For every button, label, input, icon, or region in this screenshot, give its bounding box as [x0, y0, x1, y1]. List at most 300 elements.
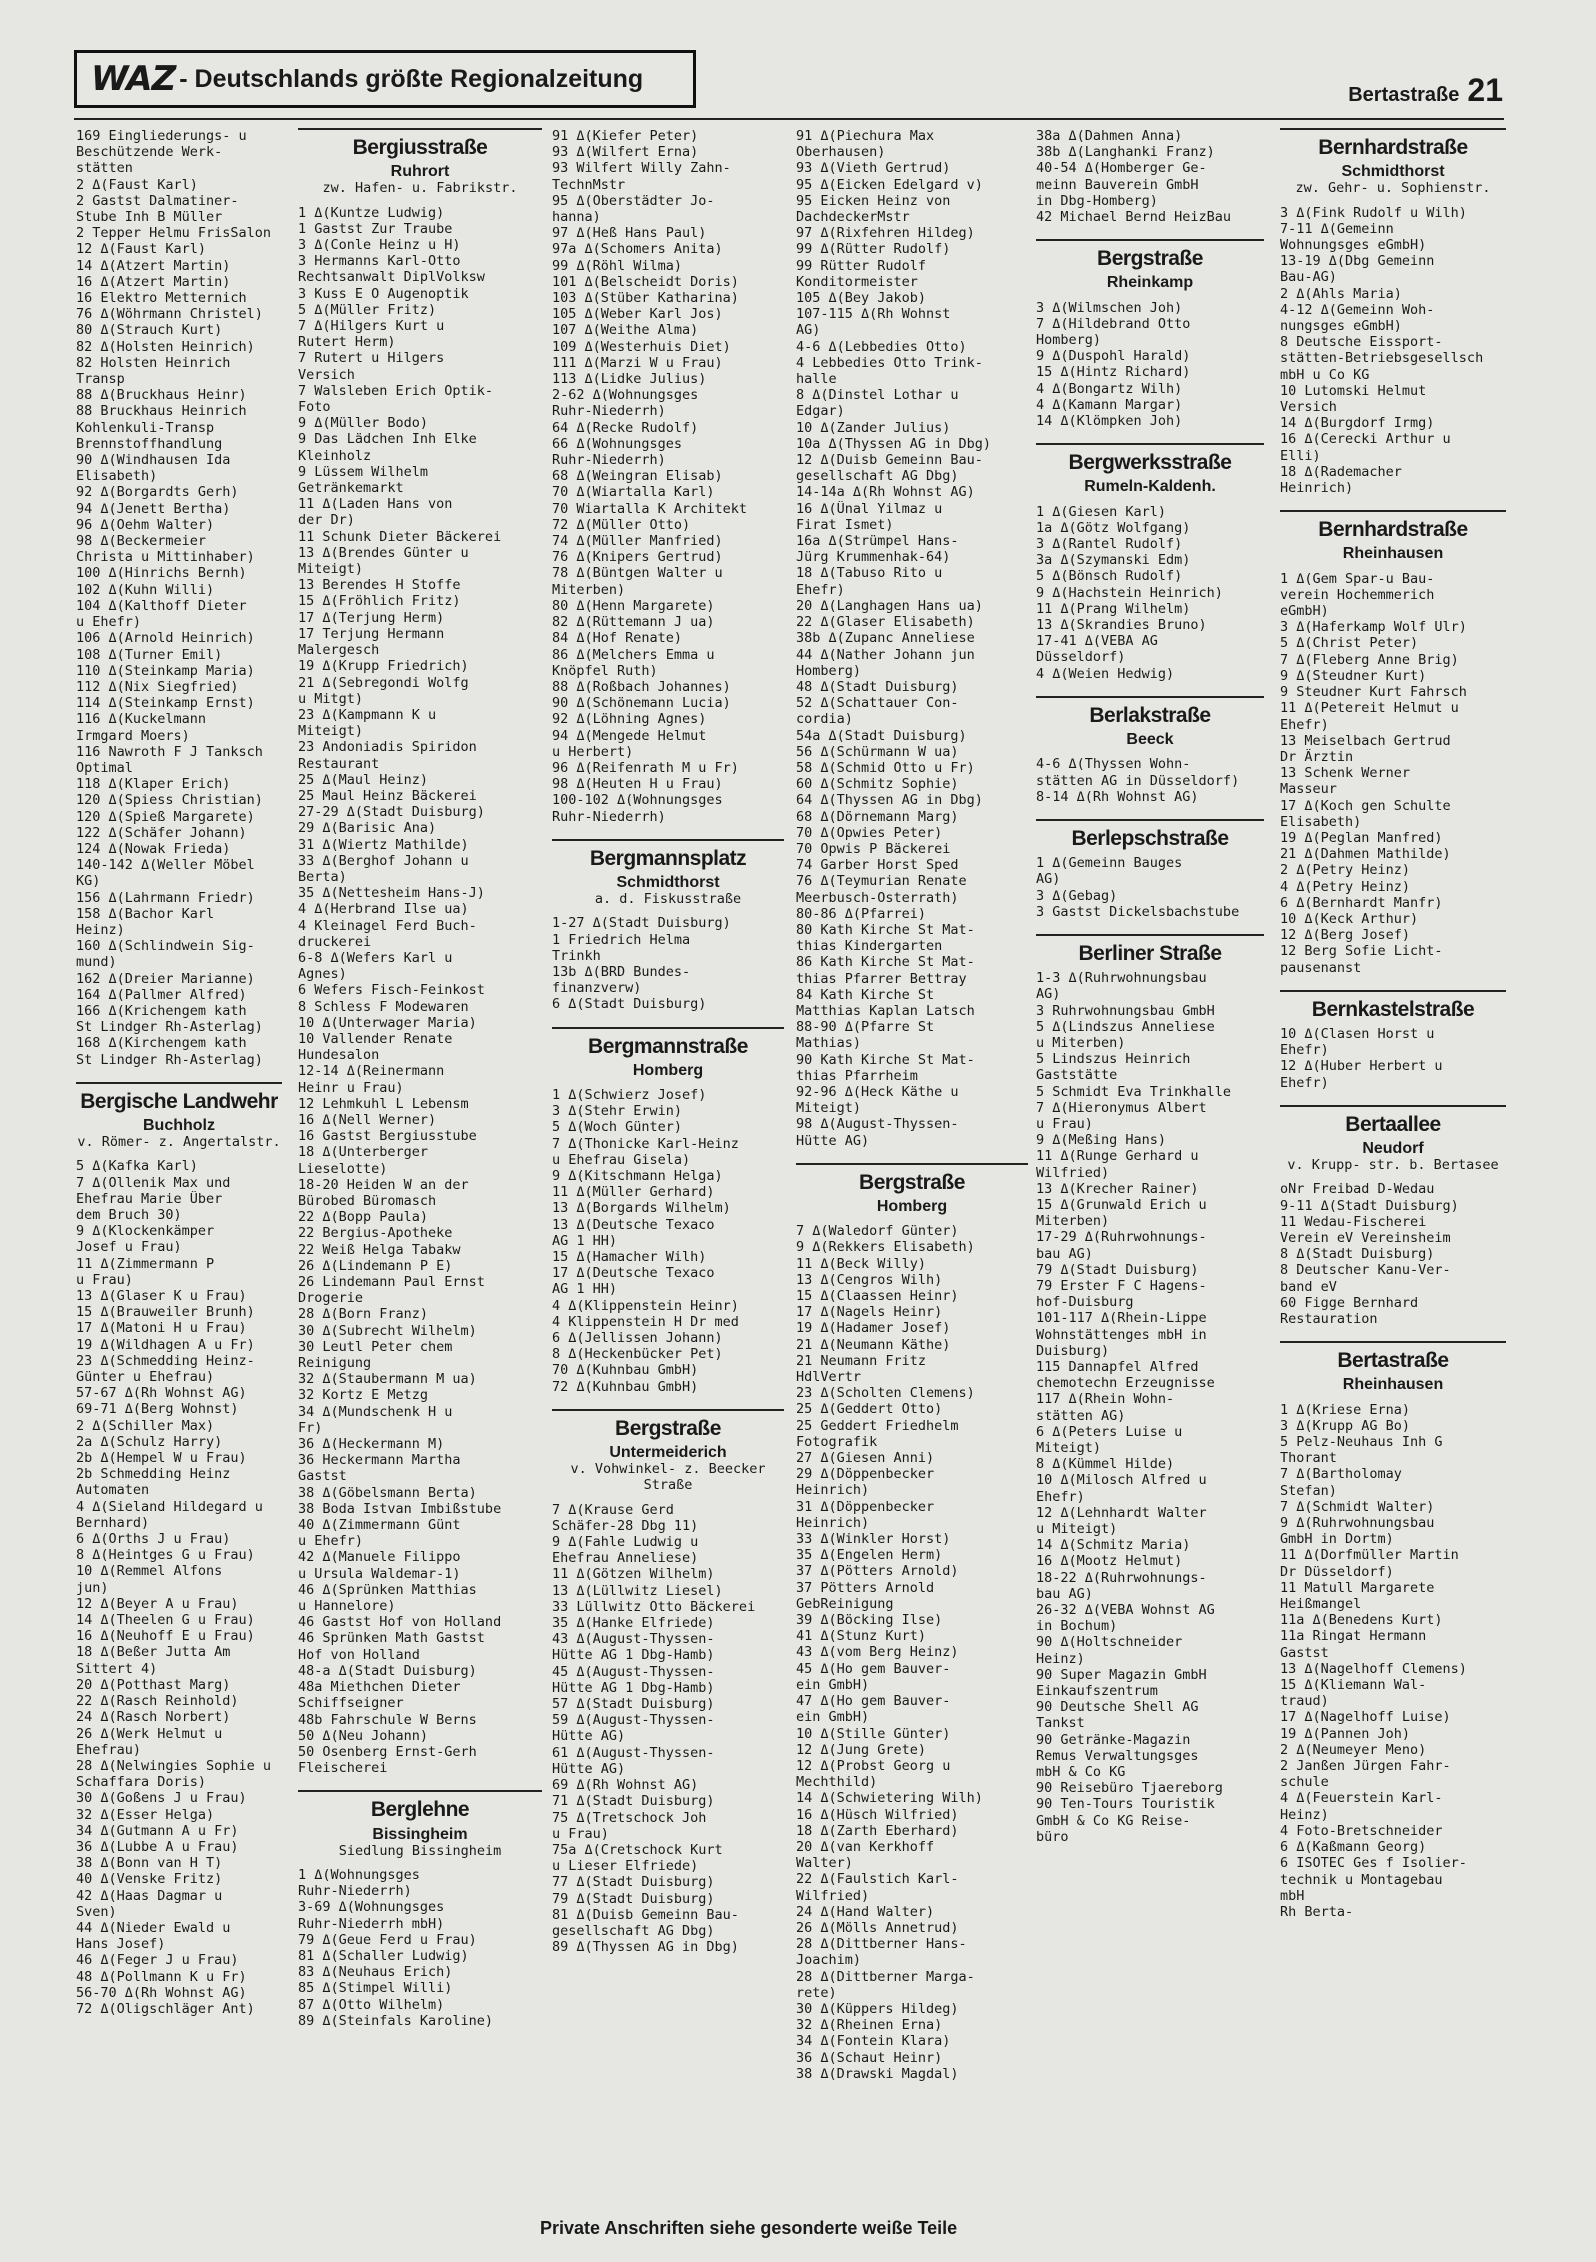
directory-entry: 28 Δ(Nelwingies Sophie u: [76, 1757, 272, 1774]
directory-entry: 12 Δ(Berg Josef): [1280, 927, 1411, 944]
directory-entry: 15 Δ(Kliemann Wal-: [1280, 1677, 1427, 1694]
directory-entry: Bau-AG): [1280, 269, 1337, 286]
district-name: Rheinhausen: [1342, 1376, 1444, 1394]
directory-entry: Einkaufszentrum: [1036, 1683, 1158, 1700]
directory-entry: 42 Δ(Haas Dagmar u: [76, 1887, 223, 1904]
street-range: zw. Hafen- u. Fabrikstr.: [322, 180, 518, 197]
directory-entry: 2 Δ(Schiller Max): [76, 1417, 215, 1434]
directory-entry: 59 Δ(August-Thyssen-: [552, 1712, 715, 1729]
street-name: Bernkastelstraße: [1311, 997, 1475, 1021]
directory-entry: 16 Δ(Ünal Yilmaz u: [796, 500, 943, 517]
district-name: Rumeln-Kaldenh.: [1084, 478, 1216, 496]
directory-entry: 84 Δ(Hof Renate): [552, 630, 683, 647]
directory-entry: 94 Δ(Mengede Helmut: [552, 727, 707, 744]
directory-entry: 25 Δ(Geddert Otto): [796, 1401, 943, 1418]
directory-entry: 46 Gastst Hof von Holland: [298, 1614, 502, 1631]
directory-entry: 114 Δ(Steinkamp Ernst): [76, 695, 255, 712]
directory-entry: 6 ISOTEC Ges f Isolier-: [1280, 1855, 1467, 1872]
directory-entry: 52 Δ(Schattauer Con-: [796, 695, 959, 712]
directory-entry: 70 Wiartalla K Architekt: [552, 500, 748, 517]
directory-entry: 22 Bergius-Apotheke: [298, 1225, 453, 1242]
directory-entry: 124 Δ(Nowak Frieda): [76, 840, 231, 857]
directory-entry: Hütte AG 1 Dbg-Hamb): [552, 1647, 715, 1664]
directory-entry: Fotografik: [796, 1433, 878, 1450]
directory-entry: 19 Δ(Krupp Friedrich): [298, 658, 469, 675]
directory-entry: 3 Δ(Gebag): [1036, 887, 1118, 904]
directory-entry: u Ursula Waldemar-1): [298, 1565, 461, 1582]
directory-entry: 80 Δ(Henn Margarete): [552, 597, 715, 614]
directory-entry: 45 Δ(August-Thyssen-: [552, 1663, 715, 1680]
street-section-header: [552, 1409, 784, 1494]
directory-entry: 90 Deutsche Shell AG: [1036, 1699, 1199, 1716]
directory-entry: 117 Δ(Rhein Wohn-: [1036, 1391, 1175, 1408]
street-section-header: [1036, 819, 1264, 850]
directory-entry: Rechtsanwalt DiplVolksw: [298, 269, 485, 286]
directory-entry: 22 Δ(Bopp Paula): [298, 1209, 429, 1226]
directory-entry: 10 Δ(Zander Julius): [796, 419, 951, 436]
directory-entry: 21 Neumann Fritz: [796, 1352, 927, 1369]
directory-entry: 3 Δ(Haferkamp Wolf Ulr): [1280, 619, 1467, 636]
directory-entry: verein Hochemmerich: [1280, 586, 1435, 603]
directory-entry: 103 Δ(Stüber Katharina): [552, 290, 739, 307]
directory-entry: 22 Weiß Helga Tabakw: [298, 1241, 461, 1258]
directory-entry: Ruhr-Niederrh): [552, 452, 666, 469]
directory-entry: 4-12 Δ(Gemeinn Woh-: [1280, 301, 1435, 318]
directory-entry: 92 Δ(Löhning Agnes): [552, 711, 707, 728]
directory-entry: Heinrich): [796, 1514, 870, 1531]
directory-entry: traud): [1280, 1693, 1329, 1710]
directory-entry: 106 Δ(Arnold Heinrich): [76, 630, 255, 647]
directory-entry: 21 Δ(Dahmen Mathilde): [1280, 846, 1451, 863]
directory-entry: 5 Δ(Bönsch Rudolf): [1036, 568, 1183, 585]
directory-entry: Irmgard Moers): [76, 727, 190, 744]
directory-entry: pausenanst: [1280, 959, 1362, 976]
directory-entry: gesellschaft AG Dbg): [552, 1922, 715, 1939]
directory-entry: 64 Δ(Recke Rudolf): [552, 419, 699, 436]
directory-entry: KG): [76, 873, 101, 890]
directory-entry: 7 Δ(Krause Gerd: [552, 1501, 674, 1518]
directory-entry: 29 Δ(Barisic Ana): [298, 820, 437, 837]
directory-entry: Ruhr-Niederrh): [552, 808, 666, 825]
directory-entry: 27 Δ(Giesen Anni): [796, 1450, 935, 1467]
directory-entry: chemotechn Erzeugnisse: [1036, 1375, 1215, 1392]
directory-entry: Ehefr): [1280, 1074, 1329, 1091]
directory-entry: Reinigung: [298, 1355, 372, 1372]
directory-entry: GmbH & Co KG Reise-: [1036, 1812, 1191, 1829]
directory-entry: 8 Deutsche Eissport-: [1280, 334, 1443, 351]
directory-entry: 1 Δ(Wohnungsges: [298, 1866, 420, 1883]
directory-entry: Ehefr): [1280, 1042, 1329, 1059]
directory-entry: 5 Δ(Woch Günter): [552, 1119, 683, 1136]
directory-entry: 46 Δ(Feger J u Frau): [76, 1952, 239, 1969]
directory-entry: 84 Kath Kirche St: [796, 986, 935, 1003]
directory-entry: Versich: [298, 366, 355, 383]
directory-entry: 18 Δ(Tabuso Rito u: [796, 565, 943, 582]
directory-entry: 108 Δ(Turner Emil): [76, 646, 223, 663]
directory-entry: 34 Δ(Gutmann A u Fr): [76, 1822, 239, 1839]
directory-entry: 4-6 Δ(Lebbedies Otto): [796, 338, 967, 355]
street-section-header: [552, 1027, 784, 1079]
directory-entry: Ehefrau): [76, 1741, 142, 1758]
directory-entry: 1 Δ(Giesen Karl): [1036, 503, 1167, 520]
directory-entry: 14 Δ(Schmitz Maria): [1036, 1537, 1191, 1554]
directory-entry: Bernhard): [76, 1514, 150, 1531]
directory-entry: thias Pfarrer Bettray: [796, 970, 967, 987]
directory-entry: 24 Δ(Rasch Norbert): [76, 1709, 231, 1726]
directory-entry: 70 Δ(Kuhnbau GmbH): [552, 1362, 699, 1379]
directory-entry: 82 Δ(Holsten Heinrich): [76, 338, 255, 355]
directory-entry: 18-22 Δ(Ruhrwohnungs-: [1036, 1569, 1207, 1586]
directory-entry: 11 Δ(Götzen Wilhelm): [552, 1566, 715, 1583]
directory-entry: 15 Δ(Fröhlich Fritz): [298, 593, 461, 610]
directory-entry: 19 Δ(Pannen Joh): [1280, 1725, 1411, 1742]
directory-entry: 26-32 Δ(VEBA Wohnst AG: [1036, 1602, 1215, 1619]
directory-entry: 30 Δ(Küppers Hildeg): [796, 2000, 959, 2017]
street-section-header: [298, 1790, 542, 1859]
directory-entry: 16 Δ(Nell Werner): [298, 1111, 437, 1128]
directory-entry: 120 Δ(Spiess Christian): [76, 792, 263, 809]
directory-entry: 7 Δ(Thonicke Karl-Heinz: [552, 1135, 739, 1152]
directory-entry: 12 Δ(Probst Georg u: [796, 1757, 951, 1774]
masthead: [74, 50, 696, 108]
directory-entry: St Lindger Rh-Asterlag): [76, 1051, 263, 1068]
directory-entry: 1 Δ(Kriese Erna): [1280, 1401, 1411, 1418]
directory-entry: 101-117 Δ(Rhein-Lippe: [1036, 1310, 1207, 1327]
directory-entry: Heinz): [76, 921, 125, 938]
directory-entry: 140-142 Δ(Weller Möbel: [76, 857, 255, 874]
directory-entry: Hans Josef): [76, 1936, 166, 1953]
directory-entry: Mathias): [796, 1035, 862, 1052]
directory-entry: mund): [76, 954, 117, 971]
street-name: Berlepschstraße: [1071, 826, 1229, 850]
directory-entry: 5 Pelz-Neuhaus Inh G: [1280, 1434, 1443, 1451]
directory-entry: 9 Steudner Kurt Fahrsch: [1280, 684, 1467, 701]
directory-entry: 26 Lindemann Paul Ernst: [298, 1274, 485, 1291]
directory-entry: cordia): [796, 711, 853, 728]
directory-entry: 43 Δ(August-Thyssen-: [552, 1631, 715, 1648]
directory-entry: Wilfried): [796, 1887, 870, 1904]
directory-entry: 111 Δ(Marzi W u Frau): [552, 354, 723, 371]
directory-entry: Verein eV Vereinsheim: [1280, 1229, 1451, 1246]
directory-entry: 11 Δ(Prang Wilhelm): [1036, 600, 1191, 617]
directory-entry: 4 Δ(Sieland Hildegard u: [76, 1498, 263, 1515]
directory-entry: 8 Δ(Heckenbücker Pet): [552, 1346, 723, 1363]
directory-entry: 3 Kuss E O Augenoptik: [298, 285, 469, 302]
directory-entry: 90 Kath Kirche St Mat-: [796, 1051, 975, 1068]
directory-entry: 8 Δ(Stadt Duisburg): [1280, 1246, 1435, 1263]
directory-entry: 79 Δ(Geue Ferd u Frau): [298, 1931, 477, 1948]
district-name: Ruhrort: [390, 163, 450, 181]
directory-column: [298, 128, 542, 2029]
directory-entry: 113 Δ(Lidke Julius): [552, 371, 707, 388]
directory-entry: 69-71 Δ(Berg Wohnst): [76, 1401, 239, 1418]
directory-entry: 3 Δ(Fink Rudolf u Wilh): [1280, 204, 1467, 221]
directory-entry: 12 Berg Sofie Licht-: [1280, 943, 1443, 960]
directory-entry: 16 Δ(Mootz Helmut): [1036, 1553, 1183, 1570]
street-section-header: [1280, 510, 1506, 562]
directory-entry: 169 Eingliederungs- u: [76, 128, 247, 144]
directory-entry: 13 Δ(Cengros Wilh): [796, 1271, 943, 1288]
directory-entry: Firat Ismet): [796, 516, 894, 533]
directory-entry: 100-102 Δ(Wohnungsges: [552, 792, 723, 809]
directory-entry: 58 Δ(Schmid Otto u Fr): [796, 759, 975, 776]
directory-entry: 30 Δ(Goßens J u Frau): [76, 1790, 247, 1807]
directory-entry: 98 Δ(Heuten H u Frau): [552, 776, 723, 793]
directory-entry: 12 Δ(Jung Grete): [796, 1741, 927, 1758]
directory-entry: 6 Δ(Stadt Duisburg): [552, 996, 707, 1013]
directory-entry: 1 Δ(Gemeinn Bauges: [1036, 855, 1183, 872]
directory-entry: 3a Δ(Szymanski Edm): [1036, 552, 1191, 569]
directory-entry: eGmbH): [1280, 603, 1329, 620]
directory-entry: AG): [1036, 986, 1061, 1003]
directory-entry: 90 Getränke-Magazin: [1036, 1731, 1191, 1748]
directory-entry: 97 Δ(Heß Hans Paul): [552, 225, 707, 242]
directory-entry: 89 Δ(Thyssen AG in Dbg): [552, 1939, 739, 1956]
directory-entry: Foto: [298, 399, 331, 416]
directory-entry: hof-Duisburg: [1036, 1294, 1134, 1311]
directory-entry: 35 Δ(Nettesheim Hans-J): [298, 885, 485, 902]
district-name: Homberg: [632, 1061, 704, 1079]
directory-entry: 32 Kortz E Metzg: [298, 1387, 429, 1404]
directory-entry: 15 Δ(Claassen Heinr): [796, 1288, 959, 1305]
directory-entry: 4 Lebbedies Otto Trink-: [796, 354, 983, 371]
directory-entry: 6 Δ(Kaßmann Georg): [1280, 1839, 1427, 1856]
directory-entry: ein GmbH): [796, 1676, 870, 1693]
directory-entry: Hütte AG 1 Dbg-Hamb): [552, 1679, 715, 1696]
directory-entry: 3 Δ(Stehr Erwin): [552, 1103, 683, 1120]
directory-entry: 85 Δ(Stimpel Willi): [298, 1980, 453, 1997]
directory-entry: 31 Δ(Döppenbecker: [796, 1498, 935, 1515]
directory-entry: jun): [76, 1579, 109, 1596]
directory-entry: 48-a Δ(Stadt Duisburg): [298, 1662, 477, 1679]
directory-entry: 10 Δ(Unterwager Maria): [298, 1014, 477, 1031]
directory-entry: Dr Ärztin: [1280, 748, 1354, 765]
directory-entry: 100 Δ(Hinrichs Bernh): [76, 565, 247, 582]
directory-entry: 25 Geddert Friedhelm: [796, 1417, 959, 1434]
directory-entry: Homberg): [796, 662, 862, 679]
directory-entry: Duisburg): [1036, 1342, 1110, 1359]
directory-entry: 86 Δ(Melchers Emma u: [552, 646, 715, 663]
directory-entry: Gastst: [298, 1468, 347, 1485]
district-name: Rheinkamp: [1106, 274, 1194, 292]
directory-entry: 13-19 Δ(Dbg Gemeinn: [1280, 253, 1435, 270]
directory-entry: 104 Δ(Kalthoff Dieter: [76, 597, 247, 614]
directory-entry: Bürobed Büromasch: [298, 1193, 437, 1209]
directory-entry: 7 Δ(Schmidt Walter): [1280, 1498, 1435, 1515]
directory-entry: 98 Δ(August-Thyssen-: [796, 1116, 959, 1133]
directory-entry: Gaststätte: [1036, 1067, 1118, 1084]
directory-entry: 38 Δ(Göbelsmann Berta): [298, 1484, 477, 1501]
directory-entry: 11 Δ(Laden Hans von: [298, 496, 453, 513]
street-name: Bergstraße: [615, 1416, 721, 1440]
directory-entry: 7 Δ(Hildebrand Otto: [1036, 315, 1191, 332]
district-name: Neudorf: [1362, 1139, 1424, 1157]
directory-entry: 4 Δ(Petry Heinz): [1280, 878, 1411, 895]
street-section-header: [1036, 934, 1264, 965]
directory-entry: u Mitgt): [298, 690, 364, 707]
directory-entry: 23 Δ(Scholten Clemens): [796, 1385, 975, 1402]
directory-entry: 4 Δ(Bongartz Wilh): [1036, 380, 1183, 397]
directory-entry: 109 Δ(Westerhuis Diet): [552, 338, 731, 355]
directory-entry: 70 Δ(Wiartalla Karl): [552, 484, 715, 501]
street-range: zw. Gehr- u. Sophienstr.: [1295, 180, 1491, 197]
directory-entry: 120 Δ(Spieß Margarete): [76, 808, 255, 825]
directory-entry: 61 Δ(August-Thyssen-: [552, 1744, 715, 1761]
directory-entry: Hundesalon: [298, 1047, 380, 1064]
directory-entry: 79 Δ(Stadt Duisburg): [1036, 1261, 1199, 1278]
directory-entry: 2 Δ(Ahls Maria): [1280, 285, 1402, 302]
directory-entry: 13 Δ(Skrandies Bruno): [1036, 617, 1207, 634]
directory-entry: 13 Δ(Krecher Rainer): [1036, 1180, 1199, 1197]
directory-entry: 18-20 Heiden W an der: [298, 1176, 469, 1193]
directory-entry: Düsseldorf): [1036, 649, 1126, 666]
directory-entry: u Ehefrau Gisela): [552, 1151, 691, 1168]
directory-entry: 20 Δ(Potthast Marg): [76, 1676, 231, 1693]
directory-entry: Miteigt): [1036, 1440, 1102, 1457]
street-name: Bergmannsplatz: [589, 846, 747, 870]
directory-entry: 8 Δ(Heintges G u Frau): [76, 1547, 255, 1564]
district-name: Untermeiderich: [609, 1444, 727, 1462]
street-section-header: [1280, 128, 1506, 197]
directory-entry: 9 Δ(Steudner Kurt): [1280, 667, 1427, 684]
directory-entry: 35 Δ(Engelen Herm): [796, 1547, 943, 1564]
directory-entry: meinn Bauverein GmbH: [1036, 176, 1199, 193]
directory-entry: mbH u Co KG: [1280, 366, 1370, 383]
directory-entry: 9 Δ(Müller Bodo): [298, 415, 429, 432]
directory-entry: 77 Δ(Stadt Duisburg): [552, 1874, 715, 1891]
directory-entry: hanna): [552, 209, 601, 226]
directory-entry: 28 Δ(Dittberner Hans-: [796, 1936, 967, 1953]
directory-entry: 91 Δ(Piechura Max: [796, 128, 935, 144]
directory-entry: 110 Δ(Steinkamp Maria): [76, 662, 255, 679]
directory-entry: 56 Δ(Schürmann W ua): [796, 743, 959, 760]
directory-entry: Edgar): [796, 403, 845, 420]
directory-entry: 11 Schunk Dieter Bäckerei: [298, 528, 502, 545]
directory-entry: 11a Ringat Hermann: [1280, 1628, 1427, 1645]
directory-entry: Homberg): [1036, 332, 1102, 349]
directory-entry: 6 Δ(Peters Luise u: [1036, 1423, 1183, 1440]
directory-entry: 10 Δ(Milosch Alfred u: [1036, 1472, 1207, 1489]
directory-entry: Ehefr): [1036, 1488, 1085, 1505]
directory-entry: 60 Δ(Schmitz Sophie): [796, 776, 959, 793]
directory-entry: 3 Gastst Dickelsbachstube: [1036, 903, 1240, 920]
directory-entry: 2-62 Δ(Wohnungsges: [552, 387, 699, 404]
directory-entry: u Frau): [1036, 1115, 1093, 1132]
directory-entry: 57 Δ(Stadt Duisburg): [552, 1696, 715, 1713]
directory-entry: 7 Δ(Ollenik Max und: [76, 1174, 231, 1191]
directory-entry: 6 Δ(Orths J u Frau): [76, 1531, 231, 1548]
directory-entry: Meerbusch-Osterrath): [796, 889, 959, 906]
directory-entry: 8 Deutscher Kanu-Ver-: [1280, 1262, 1451, 1279]
directory-entry: 80-86 Δ(Pfarrei): [796, 905, 927, 922]
directory-entry: 22 Δ(Faulstich Karl-: [796, 1871, 959, 1888]
directory-entry: 44 Δ(Nieder Ewald u: [76, 1919, 231, 1936]
directory-entry: thias Kindergarten: [796, 938, 943, 955]
directory-entry: 17 Δ(Nagelhoff Luise): [1280, 1709, 1451, 1726]
directory-entry: 13 Schenk Werner: [1280, 765, 1411, 782]
directory-entry: 64 Δ(Thyssen AG in Dbg): [796, 792, 983, 809]
directory-entry: 42 Δ(Manuele Filippo: [298, 1549, 461, 1566]
directory-entry: gesellschaft AG Dbg): [796, 468, 959, 485]
directory-entry: 56-70 Δ(Rh Wohnst AG): [76, 1984, 247, 2001]
directory-entry: Rutert Herm): [298, 334, 396, 351]
directory-entry: 86 Kath Kirche St Mat-: [796, 954, 975, 971]
directory-entry: Jürg Krummenhak-64): [796, 549, 951, 566]
directory-entry: 48a Miethchen Dieter: [298, 1679, 461, 1696]
directory-entry: u Herbert): [552, 743, 634, 760]
directory-entry: 107-115 Δ(Rh Wohnst: [796, 306, 951, 323]
district-name: Rheinhausen: [1342, 545, 1444, 563]
directory-entry: 6-8 Δ(Wefers Karl u: [298, 949, 453, 966]
directory-entry: 10 Δ(Stille Günter): [796, 1725, 951, 1742]
directory-entry: Sittert 4): [76, 1660, 158, 1677]
directory-entry: 7 Walsleben Erich Optik-: [298, 382, 494, 399]
directory-entry: 15 Δ(Hamacher Wilh): [552, 1249, 707, 1265]
directory-entry: Optimal: [76, 759, 133, 776]
directory-entry: 90 Super Magazin GmbH: [1036, 1666, 1207, 1683]
directory-entry: 1 Δ(Kuntze Ludwig): [298, 204, 445, 221]
directory-entry: 14 Δ(Atzert Martin): [76, 257, 231, 274]
directory-entry: bau AG): [1036, 1585, 1093, 1602]
directory-entry: Wohnstättenges mbH in: [1036, 1326, 1207, 1343]
directory-entry: 107 Δ(Weithe Alma): [552, 322, 699, 339]
directory-entry: 68 Δ(Weingran Elisab): [552, 468, 723, 485]
directory-entry: 12 Δ(Huber Herbert u: [1280, 1058, 1443, 1075]
directory-entry: 71 Δ(Stadt Duisburg): [552, 1793, 715, 1810]
street-name: Bergwerksstraße: [1068, 451, 1232, 475]
directory-entry: 15 Δ(Brauweiler Brunh): [76, 1304, 255, 1321]
street-section-header: [1036, 696, 1264, 748]
directory-entry: 14 Δ(Burgdorf Irmg): [1280, 415, 1435, 432]
directory-entry: 9 Δ(Ruhrwohnungsbau: [1280, 1515, 1435, 1532]
directory-entry: Stube Inh B Müller: [76, 209, 223, 226]
directory-entry: 101 Δ(Belscheidt Doris): [552, 273, 739, 290]
directory-entry: 21 Δ(Sebregondi Wolfg: [298, 674, 469, 691]
directory-entry: 89 Δ(Steinfals Karoline): [298, 2012, 494, 2029]
directory-entry: 2 Δ(Petry Heinz): [1280, 862, 1411, 879]
directory-entry: 32 Δ(Rheinen Erna): [796, 2017, 943, 2034]
directory-entry: 92 Δ(Borgardts Gerh): [76, 484, 239, 501]
directory-entry: 72 Δ(Oligschläger Ant): [76, 2000, 255, 2017]
street-range: Siedlung Bissingheim: [338, 1842, 502, 1859]
street-section-header: [796, 1163, 1028, 1215]
directory-entry: 12 Δ(Duisb Gemeinn Bau-: [796, 452, 983, 469]
directory-entry: 76 Δ(Wöhrmann Christel): [76, 306, 263, 323]
directory-entry: 32 Δ(Esser Helga): [76, 1806, 215, 1823]
directory-entry: 47 Δ(Ho gem Bauver-: [796, 1693, 951, 1710]
street-name: Bertaallee: [1345, 1112, 1441, 1136]
directory-entry: 1-3 Δ(Ruhrwohnungsbau: [1036, 970, 1207, 987]
directory-entry: u Miteigt): [1036, 1521, 1118, 1538]
directory-entry: 91 Δ(Kiefer Peter): [552, 128, 699, 144]
directory-entry: 11 Δ(Runge Gerhard u: [1036, 1148, 1199, 1165]
directory-entry: Ruhr-Niederrh): [298, 1883, 412, 1900]
directory-entry: Joachim): [796, 1952, 862, 1969]
directory-entry: 99 Rütter Rudolf: [796, 257, 927, 274]
directory-entry: 16 Δ(Cerecki Arthur u: [1280, 431, 1451, 448]
directory-entry: 36 Δ(Heckermann M): [298, 1436, 445, 1453]
directory-entry: 7 Δ(Waledorf Günter): [796, 1223, 959, 1240]
directory-entry: 46 Δ(Sprünken Matthias: [298, 1581, 477, 1598]
directory-entry: dem Bruch 30): [76, 1207, 182, 1223]
directory-entry: 160 Δ(Schlindwein Sig-: [76, 938, 255, 955]
directory-entry: 26 Δ(Mölls Annetrud): [796, 1919, 959, 1936]
directory-entry: 5 Δ(Lindszus Anneliese: [1036, 1018, 1215, 1035]
directory-entry: 95 Δ(Oberstädter Jo-: [552, 192, 715, 209]
directory-entry: 26 Δ(Werk Helmut u: [76, 1725, 223, 1742]
directory-entry: Ehefrau Marie Über: [76, 1190, 223, 1207]
directory-entry: 34 Δ(Mundschenk H u: [298, 1403, 453, 1420]
